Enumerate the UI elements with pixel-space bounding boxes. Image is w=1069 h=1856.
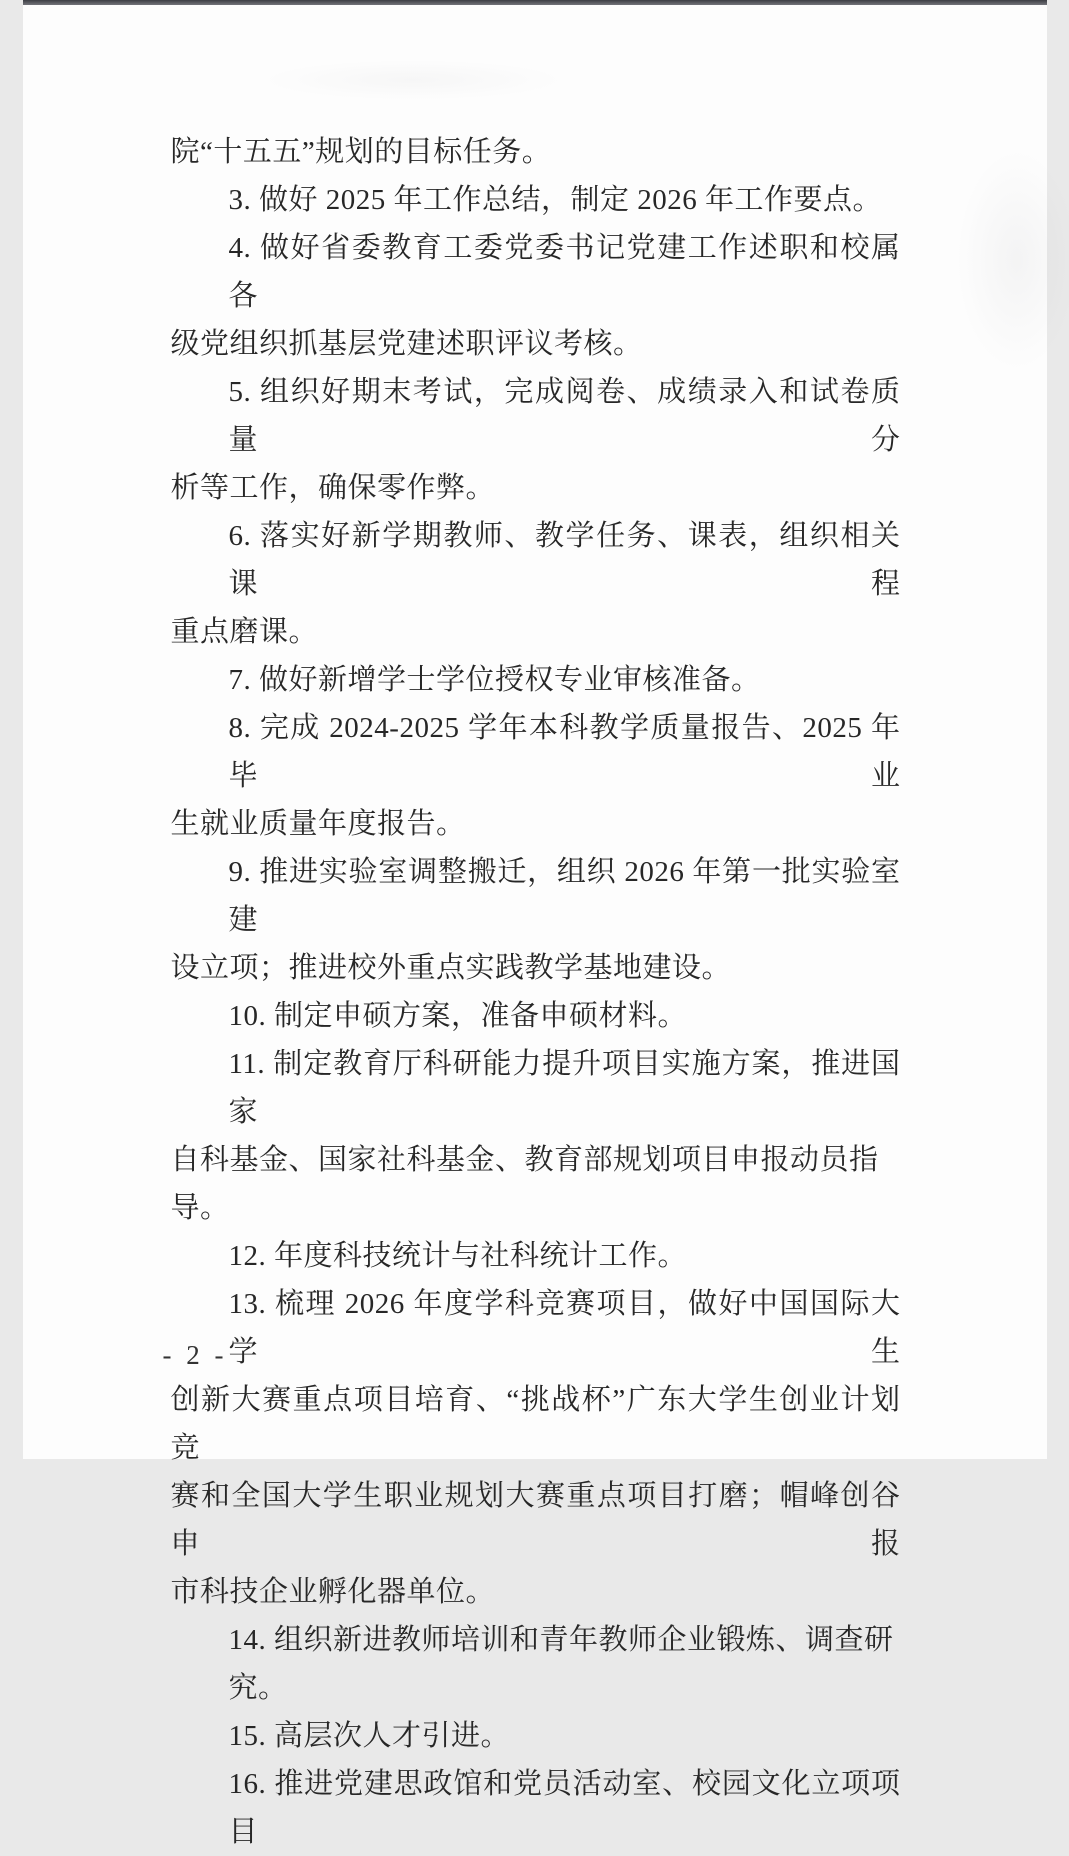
text-line: 级党组织抓基层党建述职评议考核。 — [171, 320, 901, 368]
page-number: - 2 - — [163, 1340, 228, 1371]
text-line: 市科技企业孵化器单位。 — [171, 1568, 901, 1616]
document-body — [171, 128, 901, 1856]
text-line: 15. 高层次人才引进。 — [171, 1712, 901, 1760]
text-line: 设立项；推进校外重点实践教学基地建设。 — [171, 944, 901, 992]
text-line: 重点磨课。 — [171, 608, 901, 656]
scan-smudge — [957, 150, 1069, 370]
text-line: 析等工作，确保零作弊。 — [171, 464, 901, 512]
text-line: 13. 梳理 2026 年度学科竞赛项目，做好中国国际大学生 — [171, 1280, 901, 1376]
text-line: 自科基金、国家社科基金、教育部规划项目申报动员指导。 — [171, 1136, 901, 1232]
text-line: 7. 做好新增学士学位授权专业审核准备。 — [171, 656, 901, 704]
text-line: 12. 年度科技统计与社科统计工作。 — [171, 1232, 901, 1280]
text-line: 6. 落实好新学期教师、教学任务、课表，组织相关课程 — [171, 512, 901, 608]
text-line: 3. 做好 2025 年工作总结，制定 2026 年工作要点。 — [171, 176, 901, 224]
text-line: 生就业质量年度报告。 — [171, 800, 901, 848]
scan-edge-band — [23, 0, 1047, 5]
scan-smudge — [263, 60, 563, 100]
text-line: 16. 推进党建思政馆和党员活动室、校园文化立项项目 — [171, 1760, 901, 1856]
text-line: 9. 推进实验室调整搬迁，组织 2026 年第一批实验室建 — [171, 848, 901, 944]
text-line: 14. 组织新进教师培训和青年教师企业锻炼、调查研究。 — [171, 1616, 901, 1712]
text-line: 11. 制定教育厅科研能力提升项目实施方案，推进国家 — [171, 1040, 901, 1136]
document-page — [23, 0, 1047, 1459]
text-line: 5. 组织好期末考试，完成阅卷、成绩录入和试卷质量分 — [171, 368, 901, 464]
text-line: 赛和全国大学生职业规划大赛重点项目打磨；帽峰创谷申报 — [171, 1472, 901, 1568]
text-line: 创新大赛重点项目培育、“挑战杯”广东大学生创业计划竞 — [171, 1376, 901, 1472]
text-line: 4. 做好省委教育工委党委书记党建工作述职和校属各 — [171, 224, 901, 320]
text-line: 8. 完成 2024-2025 学年本科教学质量报告、2025 年毕业 — [171, 704, 901, 800]
text-line: 院“十五五”规划的目标任务。 — [171, 128, 901, 176]
text-line: 10. 制定申硕方案，准备申硕材料。 — [171, 992, 901, 1040]
